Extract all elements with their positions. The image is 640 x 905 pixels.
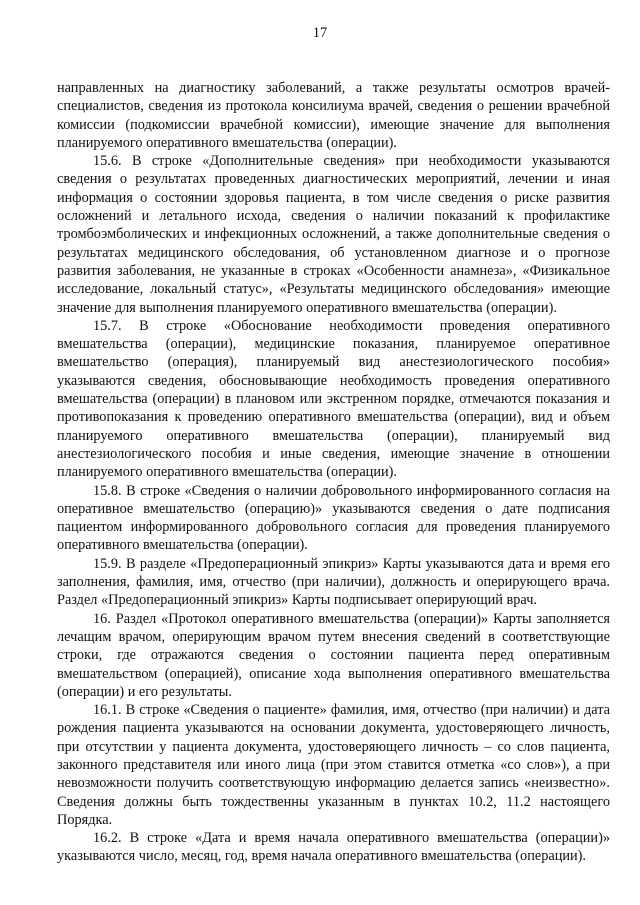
paragraph-15-7: 15.7. В строке «Обоснование необходимости проведения оперативного вмешательства (операции), медицинские показания, планируемое оперативное вмешательство (операция), планируемый вид анестезиологического пособия» указываются сведения, обосновывающие необходимость проведения оперативного вмешательства (операции) в плановом или экстренном порядке, отмечаются показания и противопоказания к проведению оперативного вмешательства (операции), вид и объем планируемого оперативного вмешательства (операции), планируемый вид анестезиологического пособия и иные сведения, имеющие значение в отношении планируемого оперативного вмешательства (операции).	[57, 317, 610, 481]
paragraph-15-6: 15.6. В строке «Дополнительные сведения» при необходимости указываются сведения о результатах проведенных диагностических мероприятий, лечении и иная информация о состоянии здоровья пациента, в том числе сведения о риске развития осложнений и летального исхода, сведения о наличии показаний к профилактике тромбоэмболических и инфекционных осложнений, а также дополнительные сведения о результатах медицинского обследования, об установленном диагнозе и о прогнозе развития заболевания, не указанные в строках «Особенности анамнеза», «Физикальное исследование, локальный статус», «Результаты медицинского обследования» имеющие значение для выполнения планируемого оперативного вмешательства (операции).	[57, 153, 610, 316]
paragraph-16-2: 16.2. В строке «Дата и время начала оперативного вмешательства (операции)» указываются число, месяц, год, время начала оперативного вмешательства (операции).	[57, 830, 610, 865]
paragraph-16: 16. Раздел «Протокол оперативного вмешательства (операции)» Карты заполняется лечащим врачом, оперирующим врачом путем внесения сведений в соответствующие строки, где отражаются сведения о состоянии пациента перед оперативным вмешательством (операцией), описание хода выполнения оперативного вмешательства (операции) и его результаты.	[57, 610, 610, 700]
paragraph-15-8: 15.8. В строке «Сведения о наличии добровольного информированного согласия на оперативное вмешательство (операцию)» указываются сведения о дате подписания пациентом информированного добровольного согласия для проведения планируемого оперативного вмешательства (операции).	[57, 482, 610, 554]
paragraph-continuation: направленных на диагностику заболеваний, а также результаты осмотров врачей-специалистов, сведения из протокола консилиума врачей, сведения о решении врачебной комиссии (подкомиссии врачебной комиссии), имеющие значение для выполнения планируемого оперативного вмешательства (операции).	[57, 80, 610, 151]
page-number: 17	[312, 25, 328, 41]
paragraph-16-1: 16.1. В строке «Сведения о пациенте» фамилия, имя, отчество (при наличии) и дата рождения пациента указываются на основании документа, удостоверяющего личность, при отсутствии у пациента документа, удостоверяющего личность – со слов пациента, законного представителя или иного лица (при этом ставится отметка «со слов»), а при невозможности получить соответствующую информацию делается запись «неизвестно». Сведения должны быть тождественны указанным в пунктах 10.2, 11.2 настоящего Порядка.	[57, 702, 610, 828]
paragraph-15-9: 15.9. В разделе «Предоперационный эпикриз» Карты указываются дата и время его заполнения, фамилия, имя, отчество (при наличии), должность и оперирующего врача. Раздел «Предоперационный эпикриз» Карты подписывает оперирующий врач.	[57, 555, 610, 609]
document-body	[57, 79, 610, 866]
